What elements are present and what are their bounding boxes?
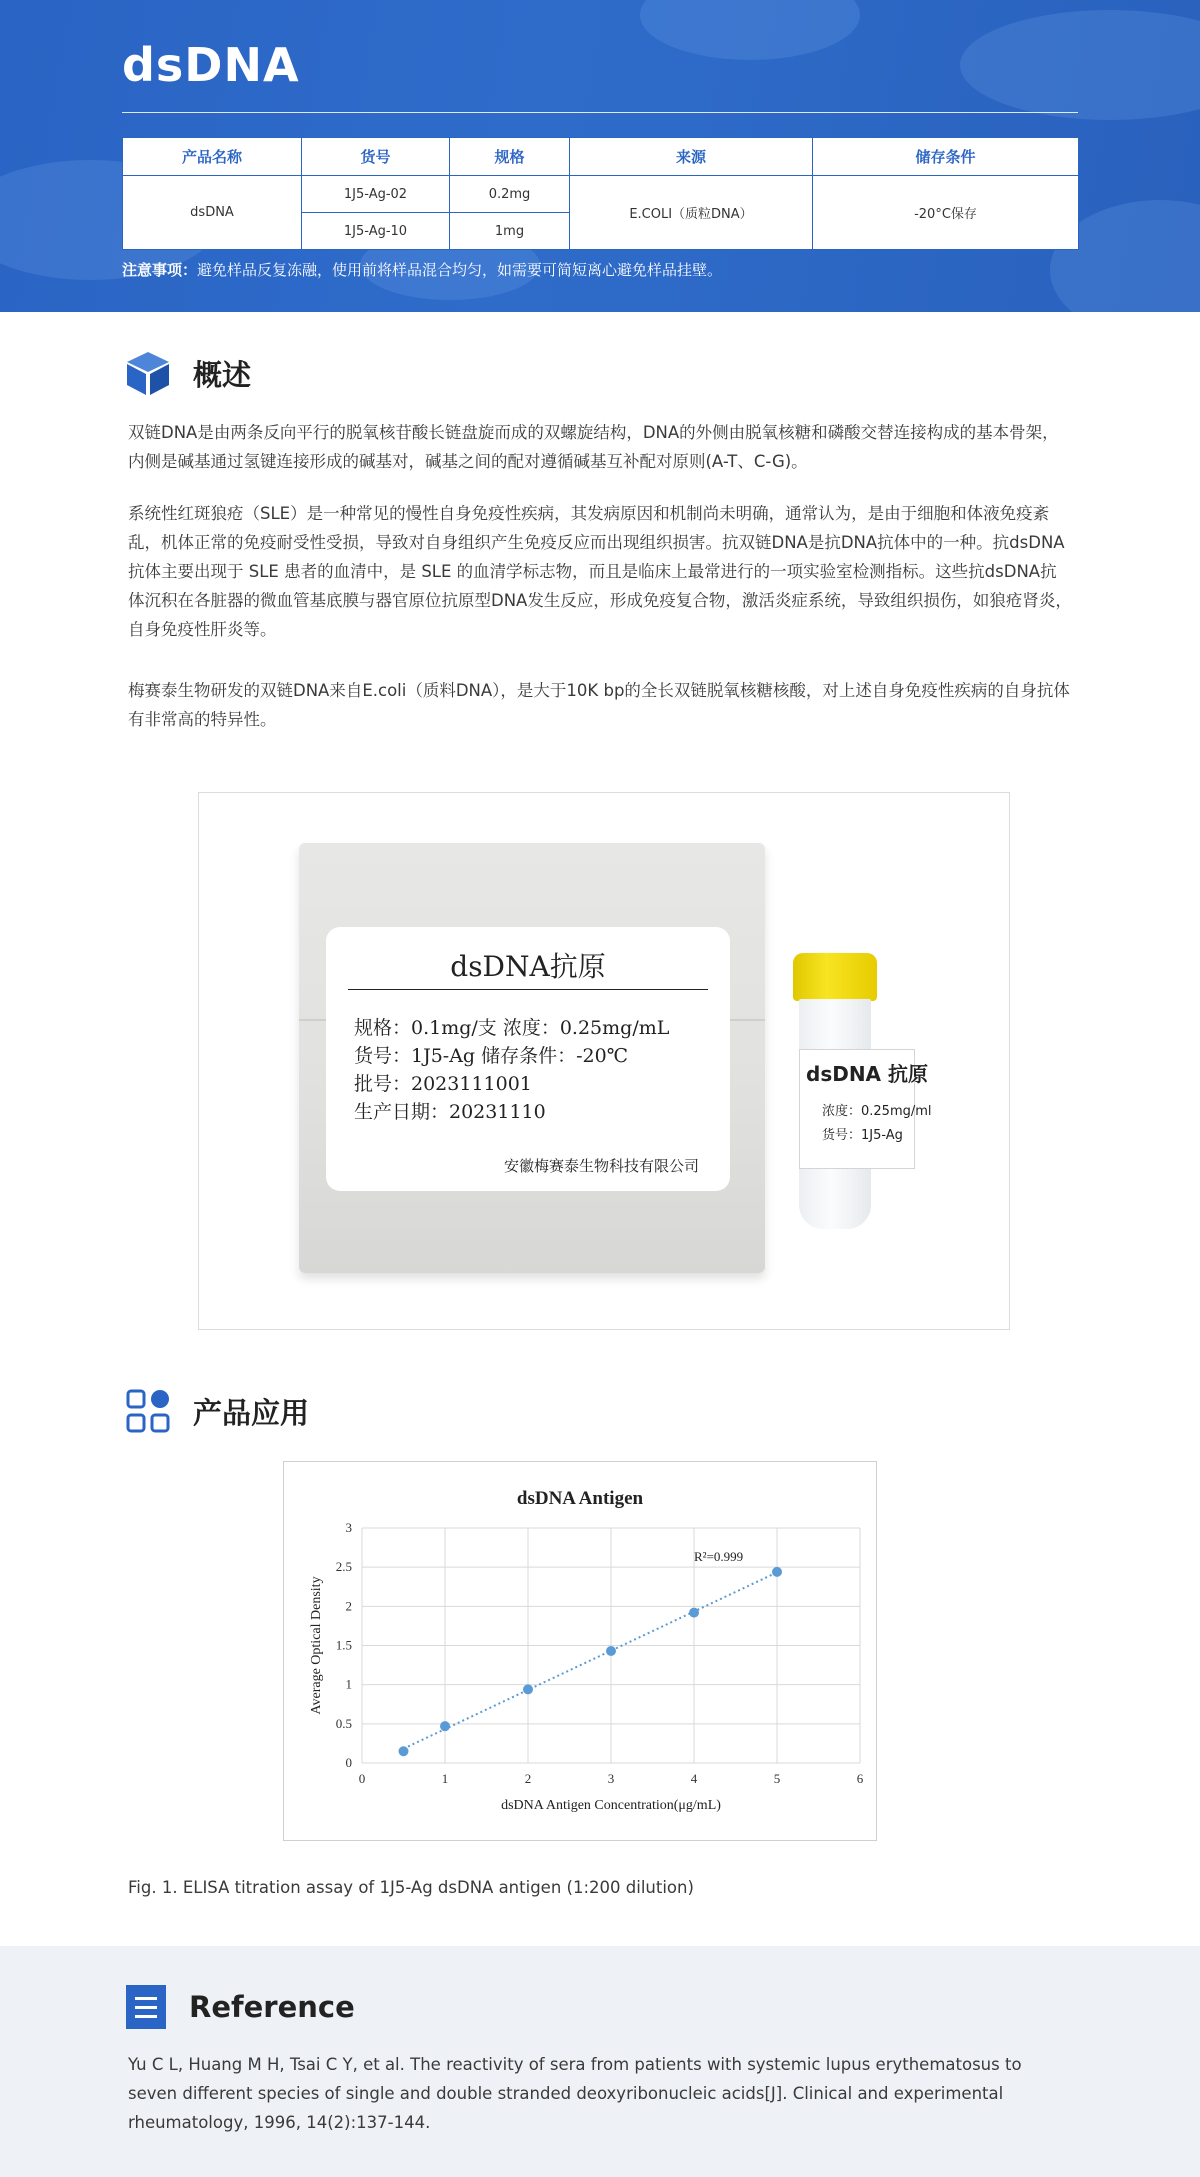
x-tick-label: 2 <box>524 1771 532 1786</box>
reference-heading <box>125 1984 355 2030</box>
data-point <box>523 1684 533 1694</box>
precaution-note <box>122 259 722 280</box>
title-divider <box>122 112 1078 113</box>
y-tick-label: 0.5 <box>335 1715 352 1731</box>
elisa-chart <box>283 1461 877 1841</box>
header-storage: 储存条件 <box>813 138 1079 176</box>
chart-title: dsDNA Antigen <box>516 1488 644 1509</box>
data-point <box>440 1721 450 1731</box>
cell-storage: -20°C保存 <box>813 176 1079 250</box>
vial-label-line: 货号：1J5-Ag <box>822 1128 903 1143</box>
product-photo <box>198 792 1010 1330</box>
note-label: 注意事项： <box>122 261 198 279</box>
vial-cap <box>793 953 877 1001</box>
cell-catalog: 1J5-Ag-02 <box>302 176 450 213</box>
x-tick-label: 5 <box>773 1771 781 1786</box>
cell-source: E.COLI（质粒DNA） <box>570 176 813 250</box>
document-icon <box>125 1984 167 2030</box>
spec-table <box>122 137 1079 250</box>
vial-label-title: dsDNA 抗原 <box>806 1062 929 1086</box>
reference-title: Reference <box>189 1990 355 2024</box>
overview-paragraph-1: 双链DNA是由两条反向平行的脱氧核苷酸长链盘旋而成的双螺旋结构，DNA的外侧由脱氧核糖和磷酸交替连接构成的基本骨架，内侧是碱基通过氢键连接形成的碱基对，碱基之间的配对遵循碱基互补配对原则(A-T、C-G)。 <box>128 423 1059 471</box>
grid-icon <box>125 1388 171 1434</box>
x-axis-label: dsDNA Antigen Concentration(μg/mL) <box>501 1798 721 1813</box>
data-point <box>399 1746 409 1756</box>
y-tick-label: 0 <box>345 1755 352 1770</box>
chart-svg <box>284 1462 876 1840</box>
box-label <box>326 927 730 1191</box>
cube-icon <box>125 350 171 396</box>
y-tick-label: 3 <box>345 1520 352 1535</box>
y-tick-label: 1.5 <box>335 1637 352 1653</box>
box-label-line: 规格：0.1mg/支 浓度：0.25mg/mL <box>354 1017 670 1039</box>
cell-spec: 1mg <box>450 213 570 250</box>
x-tick-label: 4 <box>690 1771 698 1786</box>
box-label-rule <box>348 989 708 990</box>
cell-spec: 0.2mg <box>450 176 570 213</box>
application-title: 产品应用 <box>193 1395 310 1430</box>
box-label-title: dsDNA抗原 <box>450 950 606 983</box>
data-point <box>606 1646 616 1656</box>
x-tick-label: 3 <box>607 1771 615 1786</box>
box-label-company: 安徽梅赛泰生物科技有限公司 <box>504 1157 700 1175</box>
application-heading <box>125 1388 309 1434</box>
overview-paragraph-3: 梅赛泰生物研发的双链DNA来自E.coli（质料DNA），是大于10K bp的全长双链脱氧核糖核酸，对上述自身免疫性疾病的自身抗体有非常高的特异性。 <box>128 681 1070 729</box>
data-point <box>689 1608 699 1618</box>
header-product-name: 产品名称 <box>123 138 302 176</box>
table-row <box>123 176 1079 213</box>
x-tick-label: 0 <box>358 1771 366 1786</box>
box-label-line: 生产日期：20231110 <box>354 1101 546 1123</box>
reference-text: Yu C L, Huang M H, Tsai C Y, et al. The reactivity of sera from patients with systemic lupus erythematosus to seven different species of single and double stranded deoxyribonucleic acids[J]. Clinical and experimental rheumatology, 1996, 14(2):137-144. <box>128 2055 1022 2132</box>
header-source: 来源 <box>570 138 813 176</box>
header-banner <box>0 0 1200 312</box>
y-tick-label: 2 <box>345 1598 352 1614</box>
x-tick-label: 6 <box>856 1771 864 1786</box>
cell-catalog: 1J5-Ag-10 <box>302 213 450 250</box>
x-tick-label: 1 <box>441 1771 449 1786</box>
y-axis-label: Average Optical Density <box>309 1576 324 1715</box>
box-label-line: 货号：1J5-Ag 储存条件：-20℃ <box>354 1045 628 1067</box>
note-text: 避免样品反复冻融，使用前将样品混合均匀，如需要可简短离心避免样品挂壁。 <box>197 261 723 279</box>
vial-label-line: 浓度：0.25mg/ml <box>822 1104 932 1119</box>
table-header-row <box>123 138 1079 176</box>
background-decoration <box>640 0 860 60</box>
y-tick-label: 1 <box>345 1676 352 1692</box>
background-decoration <box>960 10 1200 120</box>
page-title: dsDNA <box>122 38 300 92</box>
header-catalog: 货号 <box>302 138 450 176</box>
overview-heading <box>125 350 251 396</box>
cell-product-name: dsDNA <box>123 176 302 250</box>
data-point <box>772 1567 782 1577</box>
vial-label <box>799 1049 932 1169</box>
overview-title: 概述 <box>193 357 252 392</box>
header-spec: 规格 <box>450 138 570 176</box>
trendline <box>404 1572 778 1748</box>
y-tick-label: 2.5 <box>335 1559 352 1575</box>
overview-paragraph-2: 系统性红斑狼疮（SLE）是一种常见的慢性自身免疫性疾病，其发病原因和机制尚未明确，通常认为，是由于细胞和体液免疫紊乱，机体正常的免疫耐受性受损，导致对自身组织产生免疫反应而出现组织损害。抗双链DNA是抗DNA抗体中的一种。抗dsDNA抗体主要出现于 SLE 患者的血清中，是 SLE 的血清学标志物，而且是临床上最常进行的一项实验室检测指标。这些抗dsDNA抗体沉积在各脏器的微血管基底膜与器官原位抗原型DNA发生反应，形成免疫复合物，激活炎症系统，导致组织损伤，如狼疮肾炎，自身免疫性肝炎等。 <box>128 504 1072 639</box>
box-label-line: 批号：2023111001 <box>354 1073 532 1095</box>
product-vial <box>791 953 932 1283</box>
r-squared-annotation: R²=0.999 <box>694 1548 744 1564</box>
figure-caption: Fig. 1. ELISA titration assay of 1J5-Ag dsDNA antigen (1:200 dilution) <box>128 1878 694 1897</box>
